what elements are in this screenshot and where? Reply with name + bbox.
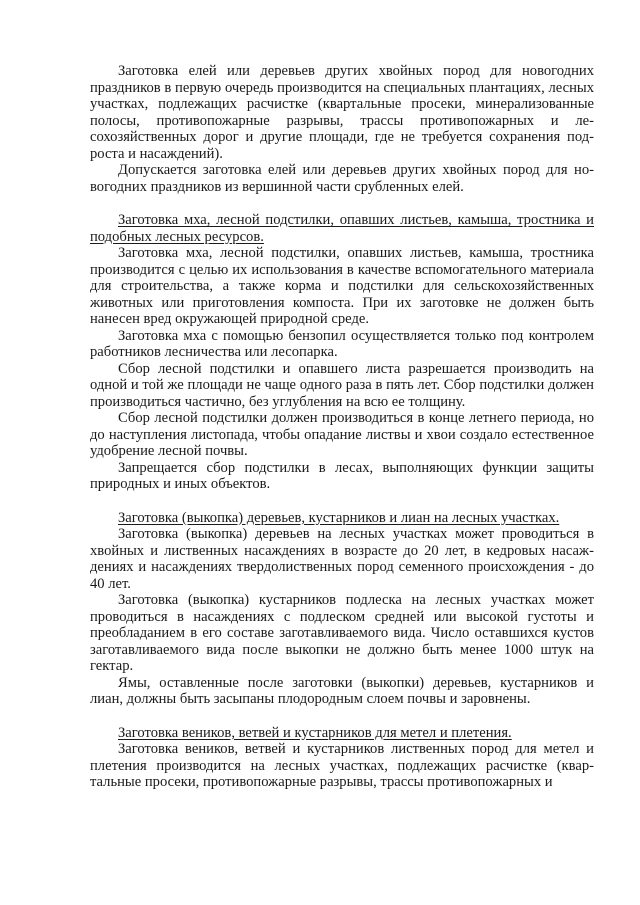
section-spacer [90,493,594,510]
section-heading: Заготовка (выкопка) деревьев, кустарников и лиан на лесных участках. [118,509,560,526]
section-spacer [90,195,594,212]
paragraph: Допускается заготовка елей или деревьев других хвойных пород для новогодних праздников из вершинной части срубленных елей. [90,162,594,195]
paragraph: Заготовка (выкопка) деревьев на лесных участках может проводиться в хвойных и лиственных насаждениях в возрасте до 20 лет, в кедровых насаждениях и насаждениях твердолиственных пород семенного происхождения - до 40 лет. [90,526,594,592]
paragraph: Ямы, оставленные после заготовки (выкопки) деревьев, кустарников и лиан, должны быть засыпаны плодородным слоем почвы и заровнены. [90,674,594,707]
section-spacer [90,708,594,725]
section-heading: Заготовка веников, ветвей и кустарников для метел и плетения. [118,724,512,741]
paragraph: Заготовка мха, лесной подстилки, опавших листьев, камыша, тростника производится с целью их использования в качестве вспомогательного материала для строительства, а также корма и подстилки для сельскохозяйственных животных или приготовления компоста. При их заготовке не должен быть нанесен вред окружающей природной среде. [90,245,594,327]
paragraph: Сбор лесной подстилки должен производиться в конце летнего периода, но до наступления листопада, чтобы опадание листвы и хвои создало естественное удобрение лесной почвы. [90,410,594,459]
paragraph: Заготовка веников, ветвей и кустарников лиственных пород для метел и плетения производится на лесных участках, подлежащих расчистке (квартальные просеки, противопожарные разрывы, трассы противопожарных и [90,741,594,790]
paragraph: Сбор лесной подстилки и опавшего листа разрешается производить на одной и той же площади не чаще одного раза в пять лет. Сбор подстилки должен производиться частично, без углубления на всю ее толщину. [90,360,594,410]
paragraph: Заготовка (выкопка) кустарников подлеска на лесных участках может проводиться в насаждениях с подлеском средней или высокой густоты и преобладанием в его составе заготавливаемого вида. Число оставшихся кустов заготавливаемого вида после выкопки не должно быть менее 1000 штук на гектар. [90,592,594,674]
paragraph: Заготовка елей или деревьев других хвойных пород для новогодних праздников в первую очередь производится на специальных плантациях, лесных участках, подлежащих расчистке (квартальные просеки, минерализованные полосы, противопожарные разрывы, трассы противопожарных и лесохозяйственных дорог и другие площади, где не требуется сохранения подроста и насаждений). [90,63,594,162]
section-heading: Заготовка мха, лесной подстилки, опавших листьев, камыша, тростника и подобных лесных ресурсов. [90,212,594,245]
paragraph: Заготовка мха с помощью бензопил осуществляется только под контролем работников лесничества или лесопарка. [90,327,594,360]
paragraph: Запрещается сбор подстилки в лесах, выполняющих функции защиты природных и иных объектов. [90,459,594,492]
document-page [90,63,594,791]
